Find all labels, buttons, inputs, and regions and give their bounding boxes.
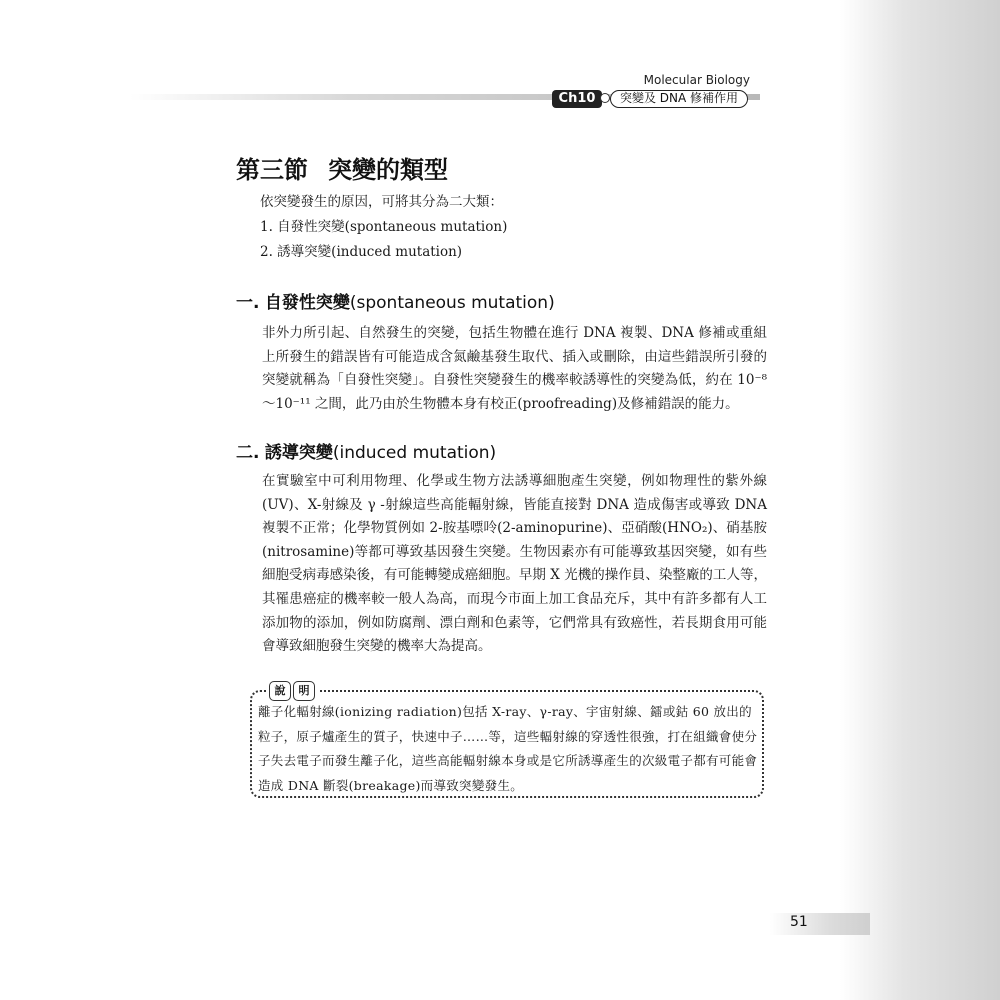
page-edge-shading <box>840 0 1000 1000</box>
note-label-char: 明 <box>293 681 315 701</box>
subheading-spontaneous <box>236 288 555 313</box>
subheading-title-zh: 誘導突變 <box>264 443 333 463</box>
subheading-title-zh: 自發性突變 <box>264 293 350 313</box>
chapter-badge: Ch10 <box>552 90 602 108</box>
page-number-bar <box>770 913 870 935</box>
section-number: 第三節 <box>236 156 308 184</box>
intro-list-item: 1. 自發性突變(spontaneous mutation) <box>260 219 508 235</box>
subheading-number: 一. <box>236 293 260 313</box>
intro-block <box>260 190 507 265</box>
subheading-title-en: (induced mutation) <box>332 443 497 463</box>
subheading-title-en: (spontaneous mutation) <box>349 293 555 313</box>
paragraph-induced: 在實驗室中可利用物理、化學或生物方法誘導細胞產生突變，例如物理性的紫外線(UV)、X-射線及 γ -射線這些高能輻射線，皆能直接對 DNA 造成傷害或導致 DNA 複製不正常；化學物質例如 2-胺基嘌呤(2-aminopurine)、亞硝酸(HNO₂)、硝基胺(nitrosamine)等都可導致基因發生突變。生物因素亦有可能導致基因突變，如有些細胞受病毒感染後，有可能轉變成癌細胞。早期 X 光機的操作員、染整廠的工人等，其罹患癌症的機率較一般人為高，而現今市面上加工食品充斥，其中有許多都有人工添加物的添加，例如防腐劑、漂白劑和色素等，它們常具有致癌性，若長期食用可能會導致細胞發生突變的機率大為提高。 <box>262 473 767 655</box>
section-title <box>236 150 448 185</box>
note-text: 離子化輻射線(ionizing radiation)包括 X-ray、γ-ray、宇宙射線、鐳或鈷 60 放出的粒子，原子爐產生的質子，快速中子……等，這些輻射線的穿透性很強，打在組織會使分子失去電子而發生離子化，這些高能輻射線本身或是它所誘導產生的次級電子都有可能會造成 DNA 斷裂(breakage)而導致突變發生。 <box>258 704 758 793</box>
note-label <box>266 681 318 701</box>
intro-lead: 依突變發生的原因，可將其分為二大類： <box>260 194 503 210</box>
subheading-number: 二. <box>236 443 260 463</box>
section-title-text: 突變的類型 <box>328 156 448 184</box>
subheading-induced <box>236 438 496 463</box>
paragraph-spontaneous: 非外力所引起、自然發生的突變，包括生物體在進行 DNA 複製、DNA 修補或重組上所發生的錯誤皆有可能造成含氮鹼基發生取代、插入或刪除，由這些錯誤所引發的突變就稱為「自發性突變」。自發性突變發生的機率較誘導性的突變為低，約在 10⁻⁸～10⁻¹¹ 之間，此乃由於生物體本身有校正(proofreading)及修補錯誤的能力。 <box>262 325 767 412</box>
chapter-title: 突變及 DNA 修補作用 <box>610 90 748 108</box>
note-label-char: 說 <box>269 681 291 701</box>
intro-list-item: 2. 誘導突變(induced mutation) <box>260 244 463 260</box>
running-title: Molecular Biology <box>643 73 750 87</box>
page-number: 51 <box>790 914 808 930</box>
chapter-connector-icon <box>600 93 610 103</box>
